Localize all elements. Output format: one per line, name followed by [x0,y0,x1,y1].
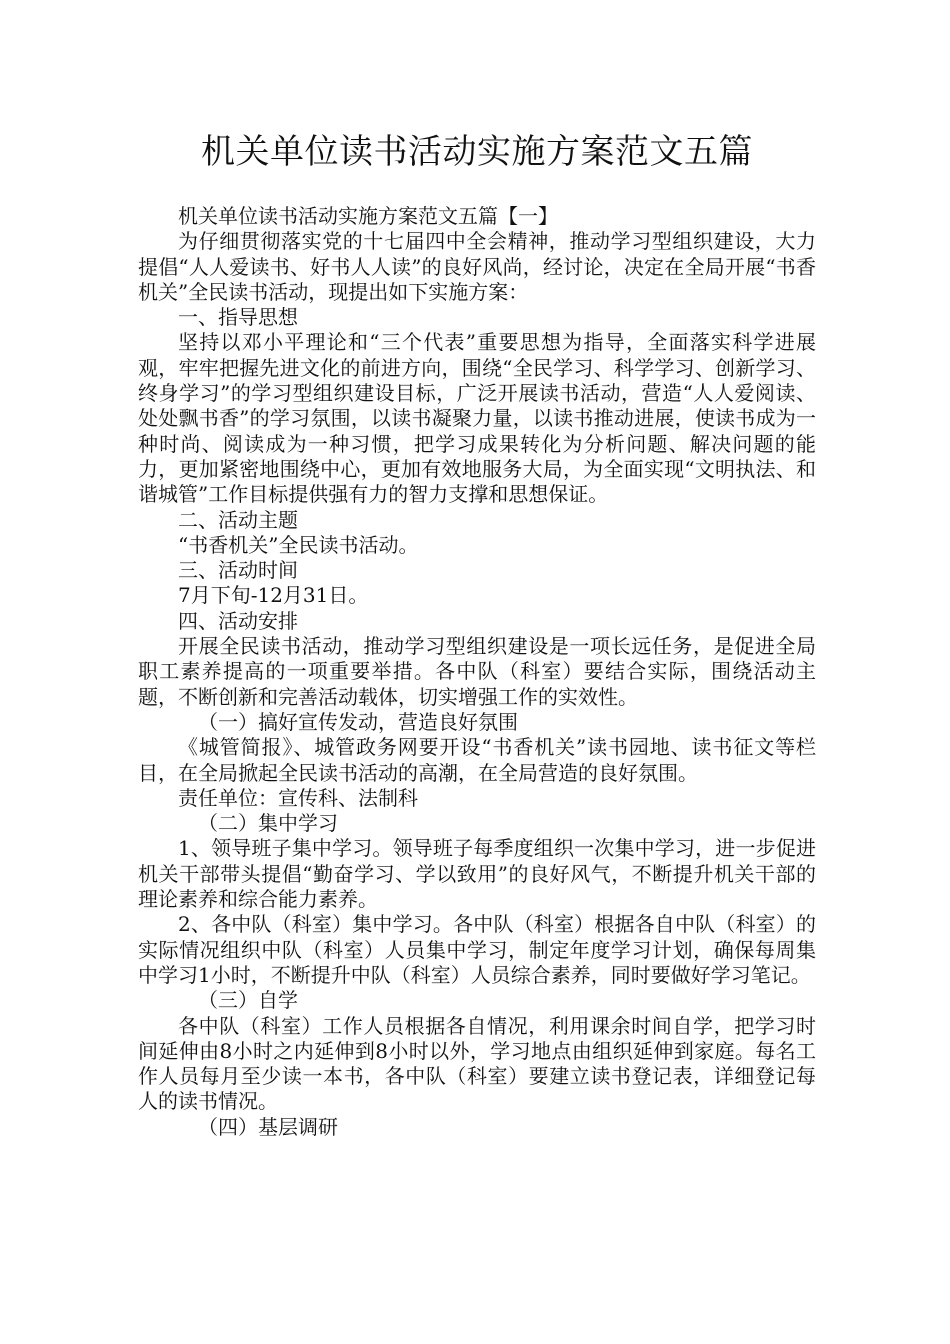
document-paragraph: 为仔细贯彻落实党的十七届四中全会精神，推动学习型组织建设，大力提倡“人人爱读书、好书人人读”的良好风尚，经讨论，决定在全局开展“书香机关”全民读书活动，现提出如下实施方案： [138,229,816,304]
document-body [138,204,816,1140]
document-paragraph: 1、领导班子集中学习。领导班子每季度组织一次集中学习，进一步促进机关干部带头提倡“勤奋学习、学以致用”的良好风气，不断提升机关干部的理论素养和综合能力素养。 [138,836,816,912]
document-paragraph: 一、指导思想 [178,305,298,330]
document-paragraph: 机关单位读书活动实施方案范文五篇【一】 [178,204,558,228]
document-paragraph: （一）搞好宣传发动，营造良好氛围 [198,709,518,734]
document-paragraph: 7月下旬-12月31日。 [178,583,369,608]
document-paragraph: 《城管简报》、城管政务网要开设“书香机关”读书园地、读书征文等栏目，在全局掀起全民读书活动的高潮，在全局营造的良好氛围。 [138,735,816,785]
document-paragraph: （四）基层调研 [198,1114,338,1139]
document-paragraph: 开展全民读书活动，推动学习型组织建设是一项长远任务，是促进全局职工素养提高的一项重要举措。各中队（科室）要结合实际，围绕活动主题，不断创新和完善活动载体，切实增强工作的实效性。 [138,634,816,709]
document-paragraph: 二、活动主题 [178,507,298,532]
document-paragraph: 四、活动安排 [178,608,298,633]
document-paragraph: 坚持以邓小平理论和“三个代表”重要思想为指导，全面落实科学进展观，牢牢把握先进文化的前进方向，围绕“全民学习、科学学习、创新学习、终身学习”的学习型组织建设目标，广泛开展读书活动，营造“人人爱阅读、处处飘书香”的学习氛围，以读书凝聚力量，以读书推动进展，使读书成为一种时尚、阅读成为一种习惯，把学习成果转化为分析问题、解决问题的能力，更加紧密地围绕中心，更加有效地服务大局，为全面实现“文明执法、和谐城管”工作目标提供强有力的智力支撑和思想保证。 [138,330,816,507]
document-paragraph: （二）集中学习 [198,811,338,836]
document-title: 机关单位读书活动实施方案范文五篇 [201,132,753,172]
document-paragraph: 各中队（科室）工作人员根据各自情况，利用课余时间自学，把学习时间延伸由8小时之内延伸到8小时以外，学习地点由组织延伸到家庭。每名工作人员每月至少读一本书，各中队（科室）要建立读书登记表，详细登记每人的读书情况。 [138,1013,816,1114]
document-paragraph: 2、各中队（科室）集中学习。各中队（科室）根据各自中队（科室）的实际情况组织中队（科室）人员集中学习，制定年度学习计划，确保每周集中学习1小时，不断提升中队（科室）人员综合素养，同时要做好学习笔记。 [138,912,816,987]
document-paragraph: “书香机关”全民读书活动。 [178,532,419,557]
document-paragraph: （三）自学 [198,988,298,1013]
document-paragraph: 责任单位：宣传科、法制科 [178,785,418,810]
document-paragraph: 三、活动时间 [178,558,298,583]
